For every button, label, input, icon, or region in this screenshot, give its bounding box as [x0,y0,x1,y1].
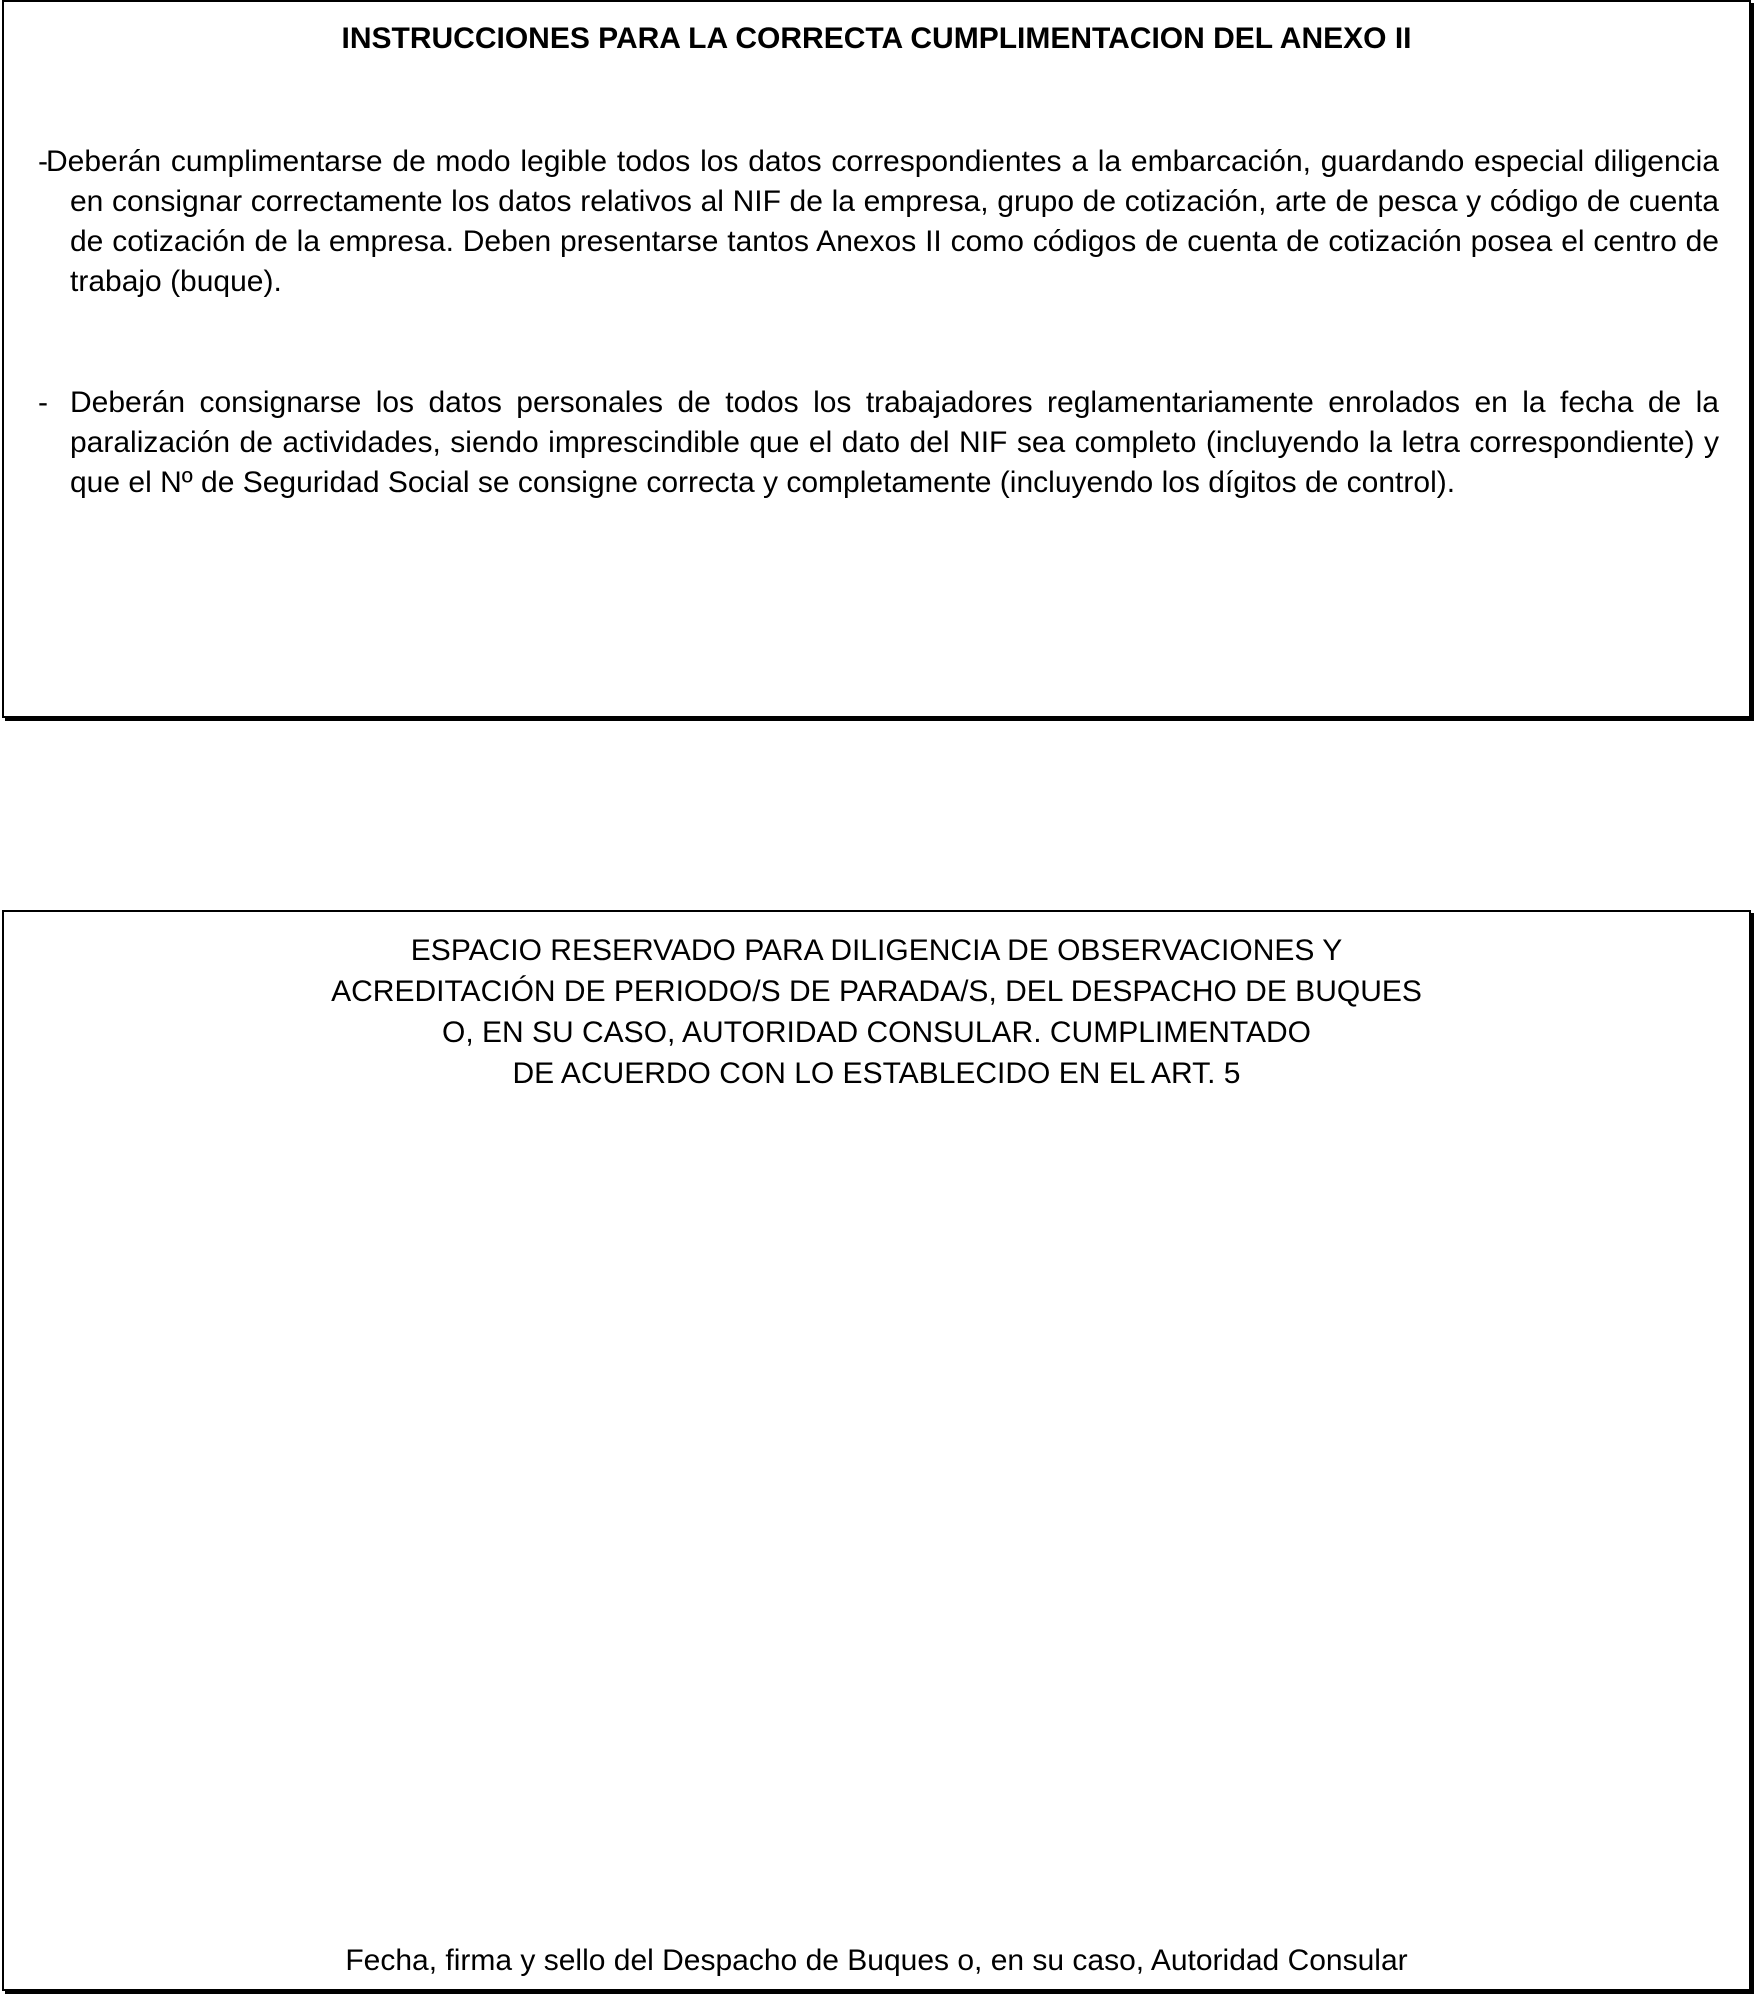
reserved-heading-line: ESPACIO RESERVADO PARA DILIGENCIA DE OBSERVACIONES Y [410,934,1343,967]
instruction-item [38,142,1719,302]
instruction-text: Deberán cumplimentarse de modo legible todos los datos correspondientes a la embarcación, guardando especial diligencia en consignar correctamente los datos relativos al NIF de la empresa, grupo de cotización, arte de pesca y código de cuenta de cotización de la empresa. Deben presentarse tantos Anexos II como códigos de cuenta de cotización posea el centro de trabajo (buque). [46,145,1719,298]
instruction-bullet: - [38,386,48,419]
reserved-heading-line: ACREDITACIÓN DE PERIODO/S DE PARADA/S, DEL DESPACHO DE BUQUES [331,975,1422,1008]
reserved-heading-line: DE ACUERDO CON LO ESTABLECIDO EN EL ART. 5 [512,1057,1241,1090]
instruction-bullet: - [38,145,48,178]
signature-footer: Fecha, firma y sello del Despacho de Buques o, en su caso, Autoridad Consular [345,1944,1408,1977]
reserved-space-box [2,910,1751,1991]
reserved-space-heading [4,930,1749,1094]
reserved-heading-line: O, EN SU CASO, AUTORIDAD CONSULAR. CUMPLIMENTADO [441,1016,1312,1049]
instructions-box [2,0,1751,718]
instruction-item [38,383,1719,503]
instructions-title: INSTRUCCIONES PARA LA CORRECTA CUMPLIMENTACION DEL ANEXO II [341,22,1412,55]
instruction-text: Deberán consignarse los datos personales de todos los trabajadores reglamentariamente enrolados en la fecha de la paralización de actividades, siendo imprescindible que el dato del NIF sea completo (incluyendo la letra correspondiente) y que el Nº de Seguridad Social se consigne correcta y completamente (incluyendo los dígitos de control). [70,386,1719,499]
